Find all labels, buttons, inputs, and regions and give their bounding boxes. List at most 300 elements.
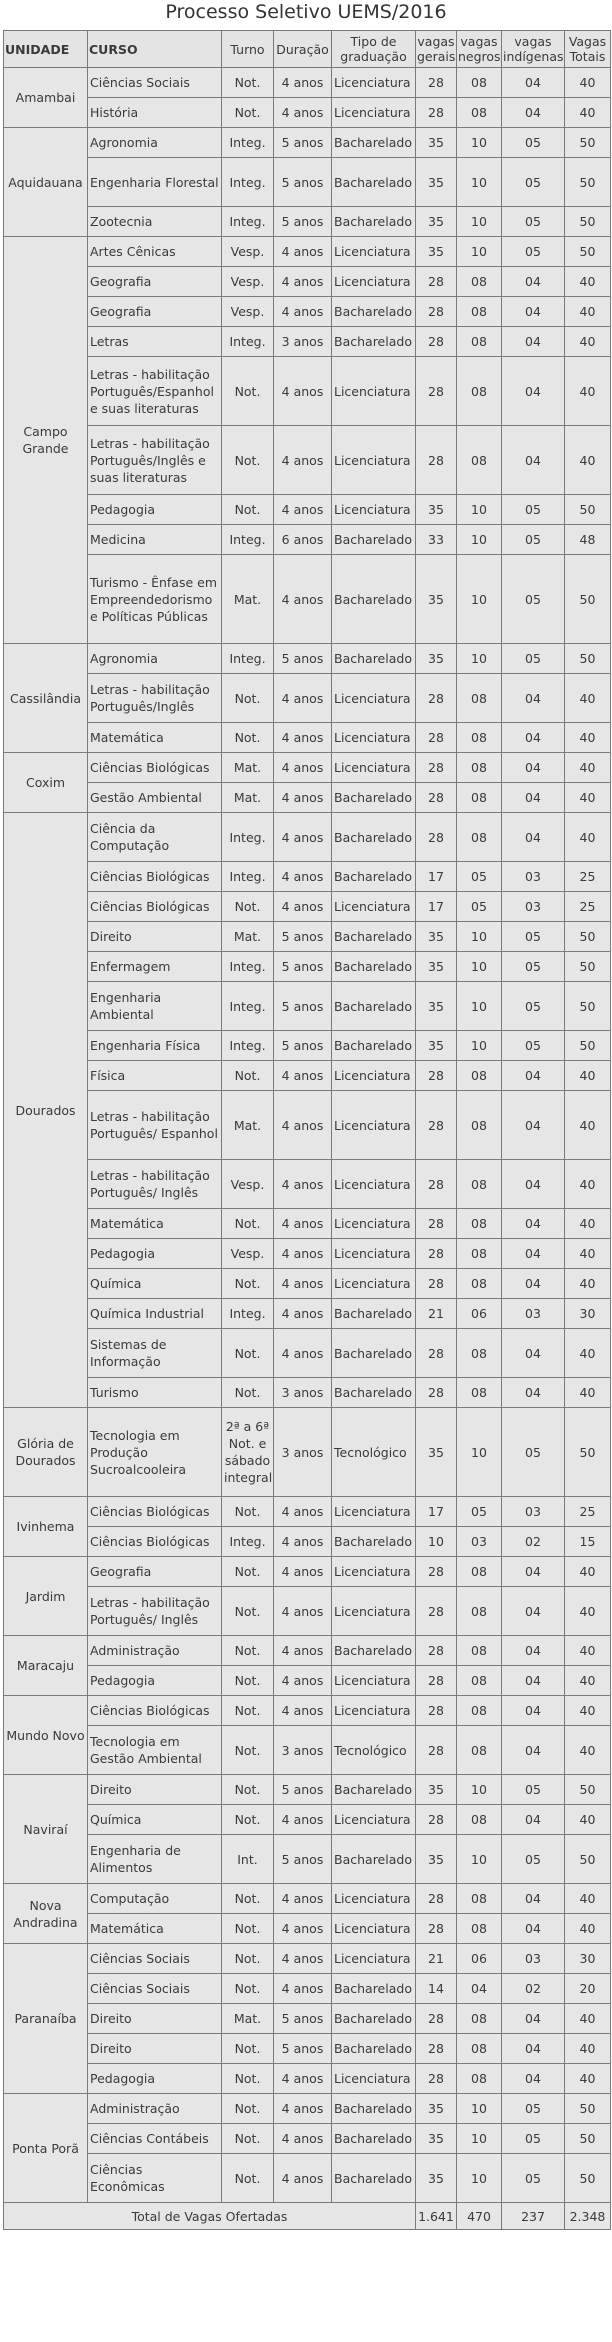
- course-duracao: 4 anos: [274, 1587, 332, 1636]
- course-turno: Not.: [222, 1726, 274, 1775]
- vagas-negros: 04: [457, 1974, 502, 2004]
- course-tipo: Bacharelado: [332, 1299, 416, 1329]
- vagas-negros: 10: [457, 237, 502, 267]
- vagas-totais: 40: [565, 1666, 611, 1696]
- course-turno: Not.: [222, 1944, 274, 1974]
- course-tipo: Bacharelado: [332, 1527, 416, 1557]
- course-tipo: Bacharelado: [332, 2124, 416, 2154]
- vagas-negros: 08: [457, 1587, 502, 1636]
- course-name: Pedagogia: [88, 2064, 222, 2094]
- table-row: [4, 1775, 611, 1805]
- vagas-negros: 10: [457, 1835, 502, 1884]
- course-name: Agronomia: [88, 644, 222, 674]
- vagas-indigenas: 03: [502, 892, 565, 922]
- course-turno: Not.: [222, 1497, 274, 1527]
- course-turno: Mat.: [222, 1091, 274, 1160]
- course-turno: Not.: [222, 1587, 274, 1636]
- course-duracao: 4 anos: [274, 1299, 332, 1329]
- course-turno: Not.: [222, 98, 274, 128]
- header-unidade: UNIDADE: [4, 31, 88, 68]
- course-turno: Not.: [222, 1061, 274, 1091]
- vagas-indigenas: 05: [502, 952, 565, 982]
- course-tipo: Licenciatura: [332, 674, 416, 723]
- vagas-indigenas: 05: [502, 1835, 565, 1884]
- vagas-gerais: 28: [416, 783, 457, 813]
- table-row: [4, 1378, 611, 1408]
- course-turno: Integ.: [222, 982, 274, 1031]
- table-row: [4, 1944, 611, 1974]
- vagas-indigenas: 04: [502, 68, 565, 98]
- course-turno: Integ.: [222, 525, 274, 555]
- course-turno: Integ.: [222, 644, 274, 674]
- vagas-totais: 50: [565, 2154, 611, 2203]
- vagas-totais: 50: [565, 2094, 611, 2124]
- vagas-gerais: 35: [416, 1775, 457, 1805]
- table-row: [4, 1587, 611, 1636]
- course-tipo: Licenciatura: [332, 1944, 416, 1974]
- vagas-gerais: 35: [416, 2154, 457, 2203]
- vagas-indigenas: 05: [502, 2154, 565, 2203]
- course-name: Administração: [88, 2094, 222, 2124]
- vagas-indigenas: 04: [502, 1239, 565, 1269]
- vagas-totais: 40: [565, 357, 611, 426]
- vagas-negros: 08: [457, 1239, 502, 1269]
- vagas-negros: 08: [457, 674, 502, 723]
- course-tipo: Licenciatura: [332, 357, 416, 426]
- course-duracao: 4 anos: [274, 237, 332, 267]
- vagas-indigenas: 05: [502, 237, 565, 267]
- course-tipo: Licenciatura: [332, 98, 416, 128]
- course-duracao: 4 anos: [274, 68, 332, 98]
- vagas-negros: 10: [457, 922, 502, 952]
- header-curso: CURSO: [88, 31, 222, 68]
- vagas-negros: 08: [457, 1209, 502, 1239]
- vagas-negros: 10: [457, 1408, 502, 1497]
- course-duracao: 4 anos: [274, 1557, 332, 1587]
- course-duracao: 4 anos: [274, 1527, 332, 1557]
- course-duracao: 4 anos: [274, 1666, 332, 1696]
- course-tipo: Licenciatura: [332, 1209, 416, 1239]
- vagas-indigenas: 04: [502, 2004, 565, 2034]
- table-row: [4, 1557, 611, 1587]
- vagas-totais: 40: [565, 1726, 611, 1775]
- total-vagas-negros: 470: [457, 2203, 502, 2230]
- vagas-negros: 10: [457, 644, 502, 674]
- vagas-totais: 40: [565, 68, 611, 98]
- table-row: [4, 1974, 611, 2004]
- vagas-indigenas: 04: [502, 1884, 565, 1914]
- vagas-totais: 40: [565, 783, 611, 813]
- vagas-indigenas: 05: [502, 1408, 565, 1497]
- course-duracao: 5 anos: [274, 1835, 332, 1884]
- course-turno: Integ.: [222, 128, 274, 158]
- course-tipo: Bacharelado: [332, 525, 416, 555]
- course-duracao: 4 anos: [274, 674, 332, 723]
- vagas-indigenas: 05: [502, 158, 565, 207]
- vagas-gerais: 17: [416, 892, 457, 922]
- course-duracao: 4 anos: [274, 1636, 332, 1666]
- course-tipo: Licenciatura: [332, 1239, 416, 1269]
- course-name: Gestão Ambiental: [88, 783, 222, 813]
- vagas-indigenas: 04: [502, 1805, 565, 1835]
- course-turno: Mat.: [222, 2004, 274, 2034]
- unit-name: Nova Andradina: [4, 1884, 88, 1944]
- vagas-totais: 40: [565, 1378, 611, 1408]
- course-turno: Integ.: [222, 158, 274, 207]
- vagas-gerais: 28: [416, 357, 457, 426]
- course-turno: Integ.: [222, 207, 274, 237]
- course-tipo: Licenciatura: [332, 267, 416, 297]
- course-turno: Not.: [222, 2124, 274, 2154]
- course-name: Geografia: [88, 297, 222, 327]
- vagas-totais: 48: [565, 525, 611, 555]
- vagas-gerais: 28: [416, 1884, 457, 1914]
- vagas-negros: 08: [457, 1061, 502, 1091]
- table-row: [4, 1666, 611, 1696]
- course-turno: Vesp.: [222, 267, 274, 297]
- vagas-indigenas: 04: [502, 1378, 565, 1408]
- vagas-gerais: 28: [416, 1269, 457, 1299]
- vagas-gerais: 28: [416, 2064, 457, 2094]
- course-tipo: Licenciatura: [332, 495, 416, 525]
- vagas-negros: 08: [457, 267, 502, 297]
- vagas-totais: 40: [565, 1587, 611, 1636]
- vagas-totais: 40: [565, 267, 611, 297]
- table-row: [4, 1636, 611, 1666]
- course-name: Ciência da Computação: [88, 813, 222, 862]
- table-row: [4, 1269, 611, 1299]
- vagas-gerais: 35: [416, 644, 457, 674]
- vagas-gerais: 28: [416, 1914, 457, 1944]
- vagas-negros: 08: [457, 1557, 502, 1587]
- vagas-totais: 40: [565, 1239, 611, 1269]
- course-name: Matemática: [88, 1209, 222, 1239]
- vagas-gerais: 28: [416, 1696, 457, 1726]
- course-turno: Integ.: [222, 1527, 274, 1557]
- course-duracao: 3 anos: [274, 1408, 332, 1497]
- vagas-gerais: 35: [416, 2094, 457, 2124]
- course-name: Ciências Biológicas: [88, 1527, 222, 1557]
- vagas-totais: 40: [565, 674, 611, 723]
- course-duracao: 4 anos: [274, 1805, 332, 1835]
- vagas-indigenas: 02: [502, 1974, 565, 2004]
- course-name: Sistemas de Informação: [88, 1329, 222, 1378]
- course-name: Letras - habilitação Português/Inglês: [88, 674, 222, 723]
- course-tipo: Bacharelado: [332, 1974, 416, 2004]
- course-name: Engenharia Ambiental: [88, 982, 222, 1031]
- course-duracao: 3 anos: [274, 327, 332, 357]
- vagas-gerais: 28: [416, 674, 457, 723]
- table-row: [4, 1091, 611, 1160]
- course-duracao: 4 anos: [274, 357, 332, 426]
- vagas-indigenas: 04: [502, 1636, 565, 1666]
- course-tipo: Bacharelado: [332, 1835, 416, 1884]
- course-tipo: Licenciatura: [332, 1557, 416, 1587]
- header-tipo: Tipo de graduação: [332, 31, 416, 68]
- vagas-indigenas: 04: [502, 327, 565, 357]
- vagas-negros: 08: [457, 1160, 502, 1209]
- course-turno: Not.: [222, 674, 274, 723]
- course-name: Letras - habilitação Português/ Inglês: [88, 1587, 222, 1636]
- vagas-totais: 15: [565, 1527, 611, 1557]
- course-tipo: Licenciatura: [332, 1696, 416, 1726]
- course-turno: Not.: [222, 1209, 274, 1239]
- vagas-gerais: 21: [416, 1299, 457, 1329]
- vagas-negros: 08: [457, 753, 502, 783]
- course-duracao: 4 anos: [274, 267, 332, 297]
- course-tipo: Bacharelado: [332, 2094, 416, 2124]
- table-row: [4, 158, 611, 207]
- course-duracao: 4 anos: [274, 555, 332, 644]
- total-vagas-totais: 2.348: [565, 2203, 611, 2230]
- course-tipo: Tecnológico: [332, 1408, 416, 1497]
- vagas-gerais: 35: [416, 922, 457, 952]
- course-tipo: Bacharelado: [332, 952, 416, 982]
- vagas-indigenas: 05: [502, 982, 565, 1031]
- vagas-indigenas: 05: [502, 2124, 565, 2154]
- unit-name: Campo Grande: [4, 237, 88, 644]
- course-tipo: Licenciatura: [332, 1269, 416, 1299]
- vagas-totais: 40: [565, 1329, 611, 1378]
- vagas-gerais: 28: [416, 297, 457, 327]
- vagas-totais: 25: [565, 892, 611, 922]
- course-tipo: Licenciatura: [332, 237, 416, 267]
- course-turno: 2ª a 6ª Not. e sábado integral: [222, 1408, 274, 1497]
- course-duracao: 5 anos: [274, 128, 332, 158]
- vagas-totais: 40: [565, 2034, 611, 2064]
- table-header-row: [4, 31, 611, 68]
- course-duracao: 5 anos: [274, 207, 332, 237]
- course-tipo: Bacharelado: [332, 158, 416, 207]
- course-duracao: 4 anos: [274, 1061, 332, 1091]
- course-turno: Integ.: [222, 813, 274, 862]
- course-tipo: Licenciatura: [332, 1666, 416, 1696]
- table-row: [4, 1299, 611, 1329]
- course-name: Enfermagem: [88, 952, 222, 982]
- course-turno: Integ.: [222, 1031, 274, 1061]
- course-name: Ciências Biológicas: [88, 1497, 222, 1527]
- course-tipo: Bacharelado: [332, 982, 416, 1031]
- course-turno: Not.: [222, 2064, 274, 2094]
- course-name: Pedagogia: [88, 495, 222, 525]
- vagas-totais: 40: [565, 2004, 611, 2034]
- course-turno: Not.: [222, 1696, 274, 1726]
- vagas-gerais: 28: [416, 1587, 457, 1636]
- vagas-negros: 05: [457, 892, 502, 922]
- vagas-gerais: 28: [416, 813, 457, 862]
- header-duracao: Duração: [274, 31, 332, 68]
- vagas-totais: 40: [565, 1061, 611, 1091]
- course-duracao: 4 anos: [274, 1091, 332, 1160]
- vagas-totais: 50: [565, 922, 611, 952]
- vagas-totais: 40: [565, 1696, 611, 1726]
- course-tipo: Licenciatura: [332, 1497, 416, 1527]
- vagas-gerais: 35: [416, 555, 457, 644]
- course-duracao: 4 anos: [274, 723, 332, 753]
- course-name: Letras - habilitação Português/Inglês e suas literaturas: [88, 426, 222, 495]
- vagas-gerais: 35: [416, 982, 457, 1031]
- course-tipo: Bacharelado: [332, 1378, 416, 1408]
- course-duracao: 4 anos: [274, 753, 332, 783]
- course-duracao: 4 anos: [274, 1696, 332, 1726]
- course-name: Matemática: [88, 723, 222, 753]
- course-name: Turismo - Ênfase em Empreendedorismo e Políticas Públicas: [88, 555, 222, 644]
- vagas-negros: 08: [457, 723, 502, 753]
- unit-name: Coxim: [4, 753, 88, 813]
- vagas-negros: 08: [457, 1805, 502, 1835]
- course-duracao: 5 anos: [274, 2034, 332, 2064]
- course-name: Direito: [88, 2034, 222, 2064]
- course-tipo: Licenciatura: [332, 68, 416, 98]
- course-tipo: Licenciatura: [332, 1061, 416, 1091]
- course-name: Direito: [88, 1775, 222, 1805]
- vagas-totais: 30: [565, 1944, 611, 1974]
- table-row: [4, 2124, 611, 2154]
- table-row: [4, 1805, 611, 1835]
- course-tipo: Bacharelado: [332, 862, 416, 892]
- vagas-totais: 30: [565, 1299, 611, 1329]
- course-name: Geografia: [88, 1557, 222, 1587]
- course-name: Medicina: [88, 525, 222, 555]
- table-row: [4, 674, 611, 723]
- unit-name: Glória de Dourados: [4, 1408, 88, 1497]
- course-tipo: Bacharelado: [332, 2004, 416, 2034]
- vagas-totais: 50: [565, 2124, 611, 2154]
- vagas-totais: 40: [565, 723, 611, 753]
- vagas-totais: 20: [565, 1974, 611, 2004]
- vagas-indigenas: 03: [502, 862, 565, 892]
- vagas-negros: 05: [457, 862, 502, 892]
- vagas-indigenas: 04: [502, 1269, 565, 1299]
- vagas-totais: 50: [565, 1408, 611, 1497]
- course-name: Ciências Biológicas: [88, 753, 222, 783]
- vagas-gerais: 28: [416, 753, 457, 783]
- vagas-indigenas: 04: [502, 1091, 565, 1160]
- course-duracao: 4 anos: [274, 1269, 332, 1299]
- course-duracao: 4 anos: [274, 1914, 332, 1944]
- course-name: Direito: [88, 922, 222, 952]
- header-turno: Turno: [222, 31, 274, 68]
- course-tipo: Bacharelado: [332, 1329, 416, 1378]
- course-duracao: 4 anos: [274, 297, 332, 327]
- table-row: [4, 267, 611, 297]
- course-name: Agronomia: [88, 128, 222, 158]
- vagas-negros: 10: [457, 952, 502, 982]
- vagas-negros: 08: [457, 2064, 502, 2094]
- course-duracao: 4 anos: [274, 2094, 332, 2124]
- course-tipo: Bacharelado: [332, 2154, 416, 2203]
- vagas-indigenas: 05: [502, 207, 565, 237]
- table-row: [4, 1031, 611, 1061]
- vagas-negros: 08: [457, 1726, 502, 1775]
- vagas-negros: 10: [457, 1775, 502, 1805]
- course-duracao: 4 anos: [274, 1974, 332, 2004]
- course-turno: Not.: [222, 495, 274, 525]
- course-tipo: Licenciatura: [332, 1805, 416, 1835]
- vagas-totais: 40: [565, 1636, 611, 1666]
- vagas-gerais: 35: [416, 952, 457, 982]
- vagas-gerais: 28: [416, 1329, 457, 1378]
- table-row: [4, 495, 611, 525]
- course-turno: Vesp.: [222, 1160, 274, 1209]
- header-vagas-gerais: vagas gerais: [416, 31, 457, 68]
- table-row: [4, 1914, 611, 1944]
- vagas-gerais: 33: [416, 525, 457, 555]
- vagas-negros: 06: [457, 1944, 502, 1974]
- vagas-gerais: 14: [416, 1974, 457, 2004]
- course-tipo: Bacharelado: [332, 555, 416, 644]
- course-tipo: Licenciatura: [332, 1160, 416, 1209]
- course-duracao: 4 anos: [274, 813, 332, 862]
- unit-name: Paranaíba: [4, 1944, 88, 2094]
- vagas-gerais: 28: [416, 98, 457, 128]
- course-duracao: 4 anos: [274, 1239, 332, 1269]
- course-turno: Mat.: [222, 753, 274, 783]
- course-duracao: 4 anos: [274, 783, 332, 813]
- vagas-gerais: 28: [416, 1636, 457, 1666]
- course-name: Pedagogia: [88, 1666, 222, 1696]
- course-duracao: 5 anos: [274, 2004, 332, 2034]
- course-tipo: Bacharelado: [332, 327, 416, 357]
- vagas-indigenas: 04: [502, 1557, 565, 1587]
- vagas-negros: 08: [457, 1666, 502, 1696]
- vagas-totais: 40: [565, 1884, 611, 1914]
- course-turno: Not.: [222, 1557, 274, 1587]
- course-duracao: 6 anos: [274, 525, 332, 555]
- course-duracao: 5 anos: [274, 1775, 332, 1805]
- vagas-negros: 08: [457, 1636, 502, 1666]
- course-name: Ciências Biológicas: [88, 1696, 222, 1726]
- course-duracao: 4 anos: [274, 2064, 332, 2094]
- vagas-negros: 10: [457, 2154, 502, 2203]
- vagas-negros: 08: [457, 783, 502, 813]
- vagas-totais: 50: [565, 952, 611, 982]
- vagas-gerais: 28: [416, 2004, 457, 2034]
- vagas-gerais: 35: [416, 1408, 457, 1497]
- vagas-totais: 50: [565, 555, 611, 644]
- table-row: [4, 2034, 611, 2064]
- vagas-totais: 50: [565, 158, 611, 207]
- course-name: Computação: [88, 1884, 222, 1914]
- table-row: [4, 525, 611, 555]
- table-row: [4, 357, 611, 426]
- vagas-negros: 08: [457, 1269, 502, 1299]
- vagas-negros: 08: [457, 98, 502, 128]
- table-row: [4, 783, 611, 813]
- vagas-negros: 08: [457, 2004, 502, 2034]
- course-turno: Vesp.: [222, 1239, 274, 1269]
- course-turno: Vesp.: [222, 297, 274, 327]
- page-title: Processo Seletivo UEMS/2016: [165, 1, 447, 23]
- table-row: [4, 237, 611, 267]
- vagas-indigenas: 04: [502, 753, 565, 783]
- table-row: [4, 982, 611, 1031]
- course-name: Engenharia Florestal: [88, 158, 222, 207]
- vagas-indigenas: 04: [502, 813, 565, 862]
- vagas-gerais: 35: [416, 128, 457, 158]
- course-turno: Not.: [222, 1636, 274, 1666]
- vagas-indigenas: 04: [502, 1061, 565, 1091]
- vagas-negros: 10: [457, 525, 502, 555]
- vagas-totais: 40: [565, 1269, 611, 1299]
- vagas-indigenas: 05: [502, 525, 565, 555]
- table-row: [4, 1835, 611, 1884]
- course-name: Administração: [88, 1636, 222, 1666]
- vagas-totais: 40: [565, 1091, 611, 1160]
- unit-name: Aquidauana: [4, 128, 88, 237]
- unit-name: Ponta Porã: [4, 2094, 88, 2203]
- course-tipo: Bacharelado: [332, 922, 416, 952]
